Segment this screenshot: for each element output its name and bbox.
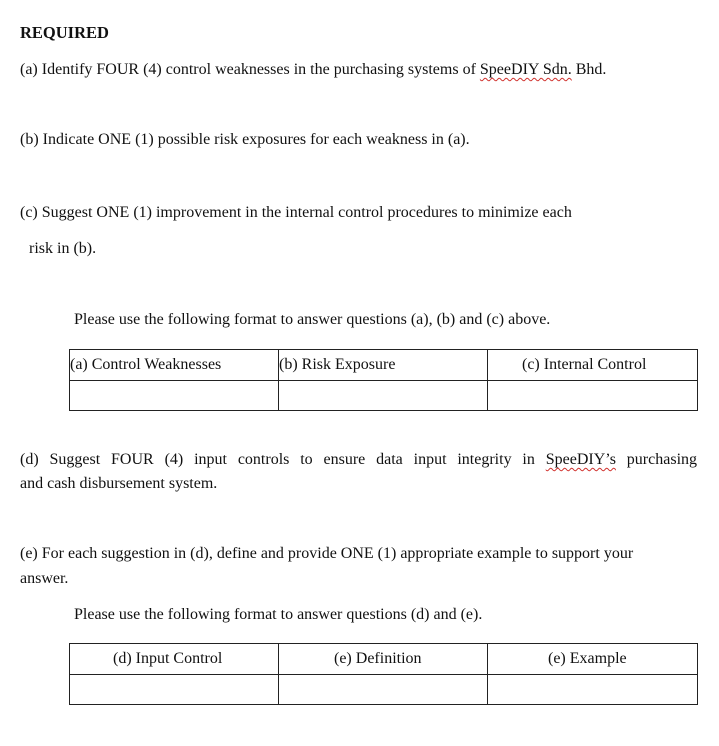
table-header-cell: (c) Internal Control — [488, 350, 698, 381]
question-d-line1 — [20, 450, 697, 470]
table-cell[interactable] — [279, 675, 488, 705]
question-b: (b) Indicate ONE (1) possible risk exposures for each weakness in (a). — [20, 131, 470, 148]
answer-table-abc — [69, 349, 698, 411]
question-d-suffix: purchasing — [615, 451, 698, 468]
format-note-1: Please use the following format to answer questions (a), (b) and (c) above. — [74, 311, 551, 328]
required-heading: REQUIRED — [20, 23, 109, 42]
question-c-line1: (c) Suggest ONE (1) improvement in the internal control procedures to minimize each — [20, 204, 572, 221]
question-e-line1: (e) For each suggestion in (d), define and provide ONE (1) appropriate example to support your — [20, 545, 634, 562]
table-cell[interactable] — [488, 675, 698, 705]
question-a-company: SpeeDIY Sdn. — [479, 61, 572, 78]
question-d-text: (d) Suggest FOUR (4) input controls to ensure data input integrity in — [20, 451, 546, 468]
table-header-cell: (d) Input Control — [70, 644, 279, 675]
table-cell[interactable] — [70, 381, 279, 411]
table-header-cell: (e) Definition — [279, 644, 488, 675]
answer-table-de — [69, 643, 698, 705]
table-header-row — [70, 644, 698, 675]
table-cell[interactable] — [488, 381, 698, 411]
format-note-2: Please use the following format to answer questions (d) and (e). — [74, 606, 483, 623]
question-a — [20, 60, 606, 80]
table-row — [70, 381, 698, 411]
question-a-text: (a) Identify FOUR (4) control weaknesses in the purchasing systems of — [20, 61, 480, 78]
table-cell[interactable] — [279, 381, 488, 411]
table-header-cell: (e) Example — [488, 644, 698, 675]
question-a-suffix: Bhd. — [571, 61, 607, 78]
question-d-line2: and cash disbursement system. — [20, 475, 218, 492]
table-header-cell: (a) Control Weaknesses — [70, 350, 279, 381]
table-row — [70, 675, 698, 705]
question-d-company: SpeeDIY’s — [545, 451, 616, 468]
table-header-row — [70, 350, 698, 381]
table-header-cell: (b) Risk Exposure — [279, 350, 488, 381]
question-c-line2: risk in (b). — [29, 240, 97, 257]
question-e-line2: answer. — [20, 570, 69, 587]
table-cell[interactable] — [70, 675, 279, 705]
